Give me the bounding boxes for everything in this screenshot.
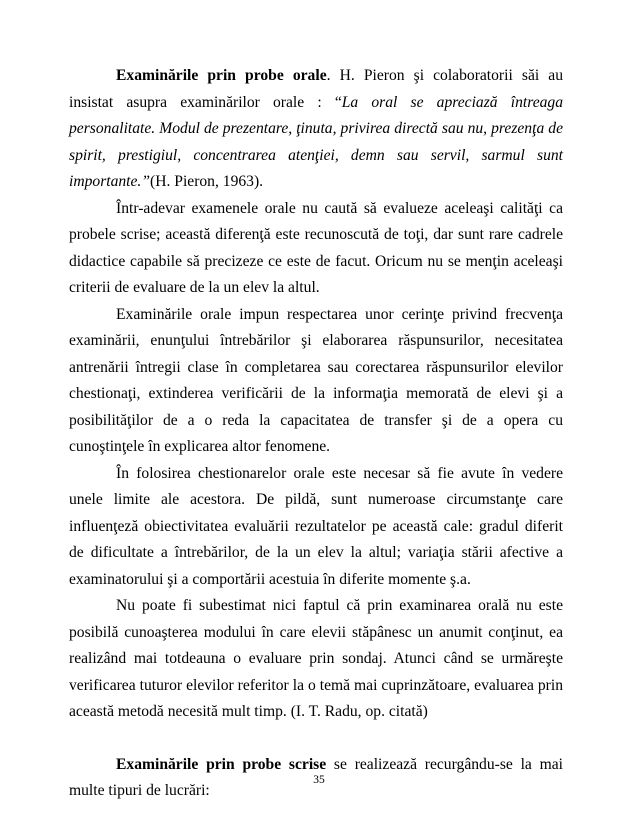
heading-oral-exams: Examinările prin probe orale bbox=[116, 67, 327, 84]
paragraph-oral-requirements: Examinările orale impun respectarea unor cerinţe privind frecvenţa examinării, enunţului întrebărilor şi elaborarea răspunsurilor, necesitatea antrenării întregii clase în completarea sau corectarea răspunsurilor elevilor chestionaţi, extinderea verificării de la informaţia memorată de elevi şi a posibilităţilor de a o reda la capacitatea de transfer şi de a opera cu cunoştinţele în explicarea altor fenomene. bbox=[69, 305, 563, 455]
paragraph-oral-limits: În folosirea chestionarelor orale este necesar să fie avute în vedere unele limite ale acestora. De pildă, sunt numeroase circumstanţe care influenţeză obiectivitatea evaluării rezultatelor pe această cale: gradul diferit de dificultate a întrebărilor, de la un elev la altul; variaţia stării afective a examinatorului şi a comportării acestuia în diferite momente ş.a. bbox=[69, 464, 563, 588]
body-text bbox=[69, 63, 563, 805]
paragraph-oral-sampling: Nu poate fi subestimat nici faptul că prin examinarea orală nu este posibilă cunoaşterea modului în care elevii stăpânesc un anumit conţinut, ea realizând mai totdeauna o evaluare prin sondaj. Atunci când se urmăreşte verificarea tuturor elevilor referitor la o temă mai cuprinzătoare, evaluarea prin această metodă necesită mult timp. (I. T. Radu, op. citată) bbox=[69, 597, 563, 720]
page-number: 35 bbox=[313, 774, 325, 786]
paragraph-written-exams-text: se realizează recurgându-se la mai multe tipuri de lucrări: bbox=[69, 755, 563, 799]
paragraph-spacer bbox=[69, 726, 563, 752]
heading-written-exams: Examinările prin probe scrise bbox=[116, 755, 327, 773]
paragraph-oral-exams bbox=[69, 63, 563, 196]
pieron-quote: La oral se apreciază întreaga personalitate. Modul de prezentare, ţinuta, privirea directă sau nu, prezenţa de spirit, prestigiul, concentrarea atenţiei, demn sau servil, sarmul sunt importante.” bbox=[69, 93, 564, 190]
paragraph-oral-vs-written: Într-adevar examenele orale nu caută să evalueze aceleaşi calităţi ca probele scrise; această diferenţă este recunoscută de toţi, dar sunt rare cadrele didactice capabile să precizeze ce este de facut. Oricum nu se menţin aceleaşi criterii de evaluare de la un elev la altul. bbox=[69, 199, 563, 296]
pieron-citation: (H. Pieron, 1963). bbox=[150, 173, 264, 190]
paragraph-oral-exams-intro: . H. Pieron şi colaboratorii săi au insistat asupra examinărilor orale : “ bbox=[69, 67, 563, 111]
